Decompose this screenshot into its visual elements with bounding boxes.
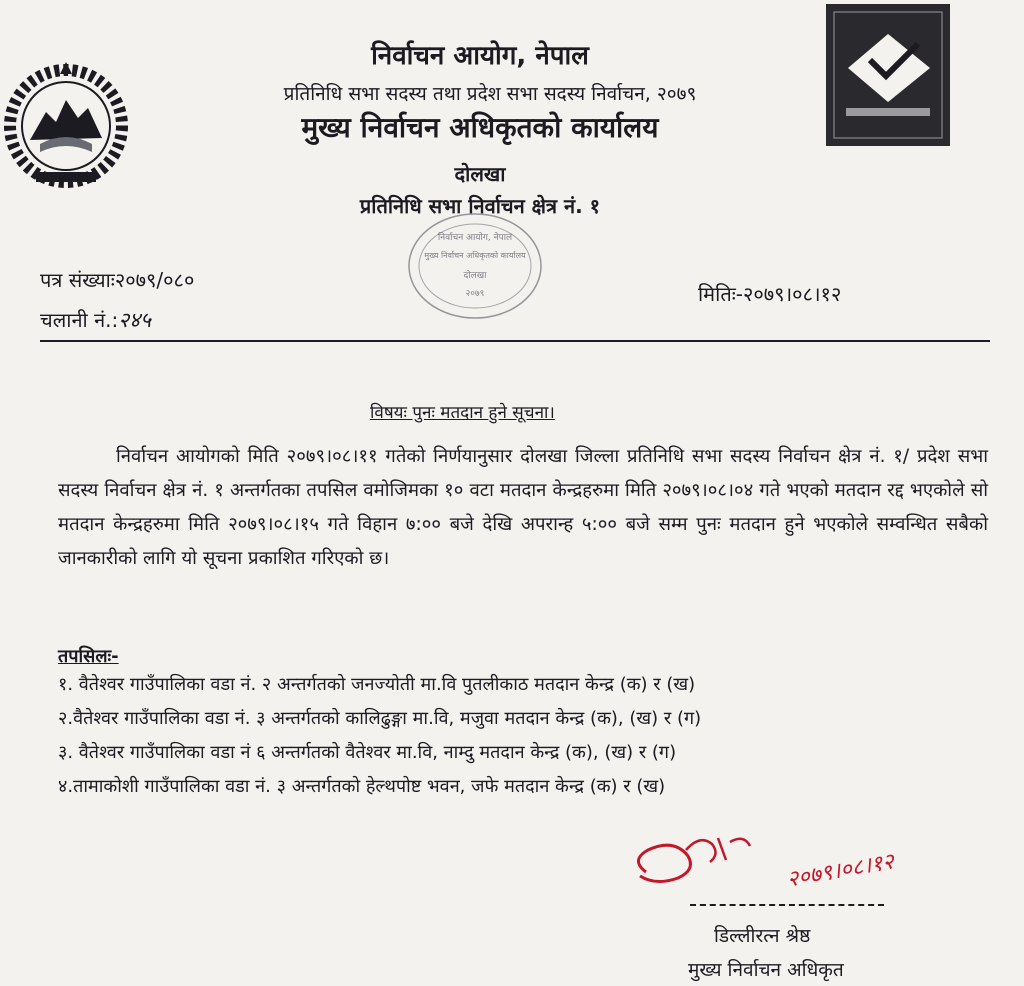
signer-title: मुख्य निर्वाचन अधिकृत [688, 959, 844, 981]
list-item: ४.तामाकोशी गाउँपालिका वडा नं. ३ अन्तर्गतको हेल्थपोष्ट भवन, जफे मतदान केन्द्र (क) र (ख) [58, 776, 666, 797]
letter-date [698, 280, 841, 307]
polling-centre-list [58, 668, 998, 804]
header-election-title: प्रतिनिधि सभा सदस्य तथा प्रदेश सभा सदस्य निर्वाचन, २०७९ [283, 83, 697, 105]
letter-number [40, 266, 194, 293]
letter-number-label: पत्र संख्याः [40, 268, 115, 292]
list-item: २.वैतेश्वर गाउँपालिका वडा नं. ३ अन्तर्गतको कालिढुङ्गा मा.वि, मजुवा मतदान केन्द्र (क), (ख) र (ग) [58, 708, 702, 729]
notice-body [58, 440, 988, 576]
schedule-heading: तपसिलः- [58, 646, 119, 667]
ballot-box-logo-icon [826, 4, 950, 146]
header-district: दोलखा [454, 162, 506, 186]
letter-date-label: मितिः- [698, 282, 743, 306]
body-paragraph: निर्वाचन आयोगको मिति २०७९।०८।११ गतेको निर्णयानुसार दोलखा जिल्ला प्रतिनिधि सभा सदस्य निर्वाचन क्षेत्र नं. १/ प्रदेश सभा सदस्य निर्वाचन क्षेत्र नं. १ अन्तर्गतका तपसिल वमोजिमका १० वटा मतदान केन्द्रहरुमा मिति २०७९।०८।०४ गते भएको मतदान रद्द भएकोले सो मतदान केन्द्रहरुमा मिति २०७९।०८।१५ गते विहान ७:०० बजे देखि अपरान्ह ५:०० बजे सम्म पुनः मतदान हुने भएकोले सम्वन्धित सबैको जानकारीको लागि यो सूचना प्रकाशित गरिएको छ। [58, 446, 988, 569]
stamp-line-3: दोलखा [463, 271, 487, 281]
dispatch-number [40, 306, 151, 334]
handwritten-signature [626, 820, 926, 900]
nepal-emblem-icon [0, 60, 132, 192]
header-commission: निर्वाचन आयोग, नेपाल [371, 41, 589, 71]
letter-number-value: २०७९/०८० [114, 268, 195, 292]
office-stamp [404, 206, 546, 326]
stamp-line-1: निर्वाचन आयोग, नेपाल [437, 233, 513, 243]
dispatch-number-value: २४५ [118, 308, 152, 332]
subject-line: विषयः पुनः मतदान हुने सूचना। [370, 403, 555, 423]
header-office: मुख्य निर्वाचन अधिकृतको कार्यालय [301, 111, 659, 144]
signature-date: २०७९।०८।१२ [785, 849, 896, 893]
list-item: ३. वैतेश्वर गाउँपालिका वडा नं ६ अन्तर्गतको वैतेश्वर मा.वि, नाम्दु मतदान केन्द्र (क), (ख) र (ग) [58, 742, 677, 763]
stamp-line-2: मुख्य निर्वाचन अधिकृतको कार्यालय [424, 251, 526, 260]
stamp-line-4: २०७९ [465, 289, 485, 299]
header-constituency: प्रतिनिधि सभा निर्वाचन क्षेत्र नं. १ [359, 194, 601, 218]
dispatch-number-label: चलानी नं.: [40, 308, 119, 332]
signer-name: डिल्लीरत्न श्रेष्ठ [714, 925, 811, 947]
signature-line [690, 904, 884, 906]
header-divider [40, 340, 990, 342]
letter-date-value: २०७९।०८।१२ [742, 282, 842, 306]
list-item: १. वैतेश्वर गाउँपालिका वडा नं. २ अन्तर्गतको जनज्योती मा.वि पुतलीकाठ मतदान केन्द्र (क) र (ख) [58, 674, 696, 695]
